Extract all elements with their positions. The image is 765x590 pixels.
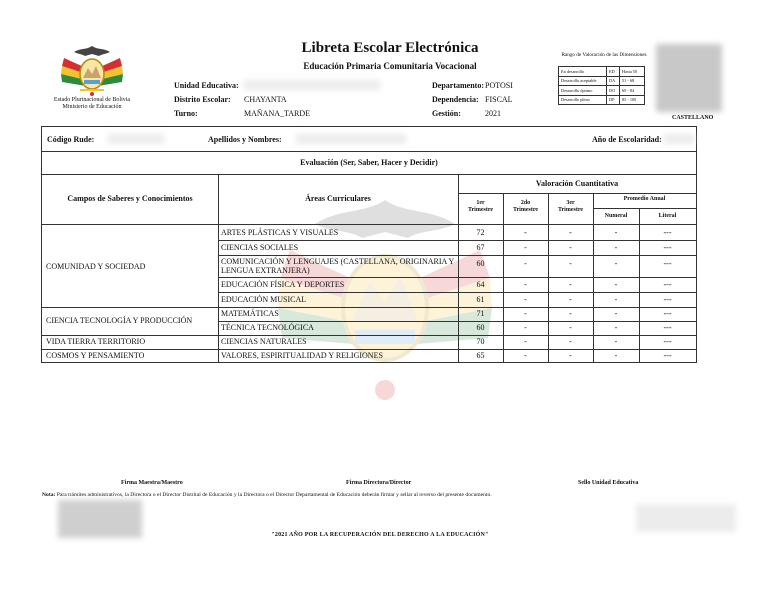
- numeral-header: Numeral: [604, 213, 628, 219]
- t3-value: -: [569, 280, 572, 289]
- t3-value: -: [569, 337, 572, 346]
- numeral-value: -: [614, 323, 618, 332]
- area-tecnica-tecnologica: TÉCNICA TECNOLÓGICA: [221, 323, 314, 332]
- t2-value: -: [524, 351, 527, 360]
- trimestre-1-line-2: Trimestre: [467, 207, 494, 213]
- t1-value: 71: [476, 309, 485, 318]
- unidad-educativa-redacted: [244, 80, 380, 90]
- t2-value: -: [524, 309, 527, 318]
- rango-name: Desarrollo aceptable: [559, 76, 607, 86]
- t3-value: -: [569, 323, 572, 332]
- t2-value: -: [524, 323, 527, 332]
- t1-value: 64: [476, 280, 485, 289]
- rango-row: [559, 67, 645, 77]
- t1-value: 65: [476, 351, 485, 360]
- numeral-value: -: [614, 243, 618, 252]
- rango-range: 85 - 100: [620, 95, 645, 105]
- t1-value: 72: [476, 228, 485, 237]
- trimestre-1-line-1: 1er: [476, 200, 485, 206]
- area-educacion-musical: EDUCACIÓN MUSICAL: [221, 295, 307, 304]
- t3-value: -: [569, 309, 572, 318]
- rango-row: [559, 76, 645, 86]
- promedio-anual-header: Promedio Anual: [623, 196, 666, 202]
- area-ciencias-sociales: CIENCIAS SOCIALES: [221, 243, 299, 252]
- t3-value: -: [569, 351, 572, 360]
- ministry-line-2: Ministerio de Educación: [62, 104, 122, 110]
- rango-code: DP: [607, 95, 620, 105]
- turno-value: MAÑANA_TARDE: [244, 109, 311, 118]
- numeral-value: -: [614, 259, 618, 268]
- rango-code: DO: [607, 86, 620, 96]
- trimestre-3-header: [548, 200, 593, 214]
- campo-vida-tierra: VIDA TIERRA TERRITORIO: [46, 337, 146, 346]
- evaluation-table-frame: [41, 126, 697, 363]
- rango-code: DA: [607, 76, 620, 86]
- numeral-value: -: [614, 309, 618, 318]
- dependencia-label: Dependencia:: [432, 95, 479, 104]
- distrito-escolar-label: Distrito Escolar:: [174, 95, 231, 104]
- area-comunicacion-line-1: COMUNICACIÓN Y LENGUAJES (CASTELLANA, ORIGINARIA Y: [221, 257, 455, 266]
- dependencia-value: FISCAL: [485, 95, 513, 104]
- year-motto: "2021 AÑO POR LA RECUPERACIÓN DEL DERECHO A LA EDUCACIÓN": [271, 532, 489, 538]
- campo-cosmos-pensamiento: COSMOS Y PENSAMIENTO: [46, 351, 145, 360]
- nota-body: Para trámites administrativos, la Directora o el Director Distrital de Educación y la Directora o el Director Departamental de Educación deberán firmar y sellar al reverso del presente documento.: [56, 492, 492, 498]
- rango-name: Desarrollo óptimo: [559, 86, 607, 96]
- ano-escolaridad-redacted: [664, 134, 694, 144]
- footer-code-redacted: [636, 504, 736, 532]
- distrito-escolar-value: CHAYANTA: [244, 95, 287, 104]
- area-valores-espiritualidad: VALORES, ESPIRITUALIDAD Y RELIGIONES: [221, 351, 383, 360]
- nota-label: Nota:: [42, 492, 56, 498]
- t2-value: -: [524, 259, 527, 268]
- gestion-value: 2021: [485, 109, 501, 118]
- firma-maestra-label: Firma Maestra/Maestro: [121, 480, 183, 486]
- numeral-value: -: [614, 351, 618, 360]
- t1-value: 67: [476, 243, 485, 252]
- literal-header: Literal: [658, 213, 677, 219]
- area-comunicacion-lenguajes: [221, 257, 454, 275]
- literal-value: ---: [663, 309, 672, 318]
- student-name-redacted: [296, 134, 406, 144]
- t2-value: -: [524, 337, 527, 346]
- qr-code-redacted: [58, 500, 142, 538]
- area-artes-plasticas: ARTES PLÁSTICAS Y VISUALES: [221, 228, 339, 237]
- ano-escolaridad-label: Año de Escolaridad:: [592, 135, 662, 144]
- area-matematicas: MATEMÁTICAS: [221, 309, 279, 318]
- student-photo-redacted: [656, 44, 722, 112]
- rango-range: 69 - 84: [620, 86, 645, 96]
- numeral-value: -: [614, 280, 618, 289]
- t3-value: -: [569, 228, 572, 237]
- rango-row: [559, 86, 645, 96]
- document-subtitle: Educación Primaria Comunitaria Vocacional: [303, 61, 477, 71]
- literal-value: ---: [663, 337, 672, 346]
- campos-header: Campos de Saberes y Conocimientos: [67, 194, 193, 203]
- trimestre-1-header: [458, 200, 503, 214]
- t1-value: 70: [476, 337, 485, 346]
- t1-value: 60: [476, 259, 485, 268]
- t2-value: -: [524, 295, 527, 304]
- area-comunicacion-line-2: LENGUA EXTRANJERA): [221, 266, 310, 275]
- literal-value: ---: [663, 228, 672, 237]
- trimestre-3-line-2: Trimestre: [557, 207, 584, 213]
- t1-value: 61: [476, 295, 485, 304]
- rango-range: Hasta 50: [620, 67, 645, 77]
- t2-value: -: [524, 228, 527, 237]
- evaluation-title: Evaluación (Ser, Saber, Hacer y Decidir): [300, 158, 438, 167]
- literal-value: ---: [663, 351, 672, 360]
- literal-value: ---: [663, 295, 672, 304]
- areas-header: Áreas Curriculares: [305, 194, 371, 203]
- trimestre-2-line-1: 2do: [520, 200, 531, 206]
- gestion-label: Gestión:: [432, 109, 461, 118]
- departamento-label: Departamento:: [432, 81, 484, 90]
- t3-value: -: [569, 259, 572, 268]
- rango-row: [559, 95, 645, 105]
- bolivia-coat-of-arms-icon: [58, 44, 126, 98]
- firma-director-label: Firma Directora/Director: [346, 480, 412, 486]
- rango-range: 51 - 68: [620, 76, 645, 86]
- apellidos-nombres-label: Apellidos y Nombres:: [208, 135, 282, 144]
- literal-value: ---: [663, 323, 672, 332]
- literal-value: ---: [663, 280, 672, 289]
- campo-ciencia-tecnologia: CIENCIA TECNOLOGÍA Y PRODUCCIÓN: [46, 316, 193, 325]
- area-educacion-fisica: EDUCACIÓN FÍSICA Y DEPORTES: [221, 280, 345, 289]
- literal-value: ---: [663, 243, 672, 252]
- t1-value: 60: [476, 323, 485, 332]
- rango-valoracion-title: Rango de Valoración de las Dimensiones: [561, 52, 647, 58]
- trimestre-2-line-2: Trimestre: [512, 207, 539, 213]
- rango-name: En desarrollo: [559, 67, 607, 77]
- unidad-educativa-label: Unidad Educativa:: [174, 81, 239, 90]
- area-ciencias-naturales: CIENCIAS NATURALES: [221, 337, 307, 346]
- document-title: Libreta Escolar Electrónica: [301, 40, 479, 56]
- language-label: CASTELLANO: [672, 115, 714, 121]
- codigo-rude-redacted: [108, 134, 164, 144]
- ministry-line-1: Estado Plurinacional de Bolivia: [53, 97, 131, 103]
- numeral-value: -: [614, 228, 618, 237]
- numeral-value: -: [614, 337, 618, 346]
- valoracion-header: Valoración Cuantitativa: [535, 179, 619, 188]
- departamento-value: POTOSI: [485, 81, 513, 90]
- rango-name: Desarrollo pleno: [559, 95, 607, 105]
- turno-label: Turno:: [174, 109, 198, 118]
- rango-code: ED: [607, 67, 620, 77]
- rango-valoracion-table: [558, 66, 645, 105]
- numeral-value: -: [614, 295, 618, 304]
- campo-comunidad-sociedad: COMUNIDAD Y SOCIEDAD: [46, 262, 146, 271]
- codigo-rude-label: Código Rude:: [47, 135, 95, 144]
- literal-value: ---: [663, 259, 672, 268]
- t2-value: -: [524, 280, 527, 289]
- t3-value: -: [569, 295, 572, 304]
- trimestre-3-line-1: 3er: [566, 200, 575, 206]
- t2-value: -: [524, 243, 527, 252]
- nota-text: [42, 492, 492, 498]
- trimestre-2-header: [503, 200, 548, 214]
- sello-unidad-label: Sello Unidad Educativa: [578, 480, 639, 486]
- t3-value: -: [569, 243, 572, 252]
- ministry-caption: [42, 97, 142, 111]
